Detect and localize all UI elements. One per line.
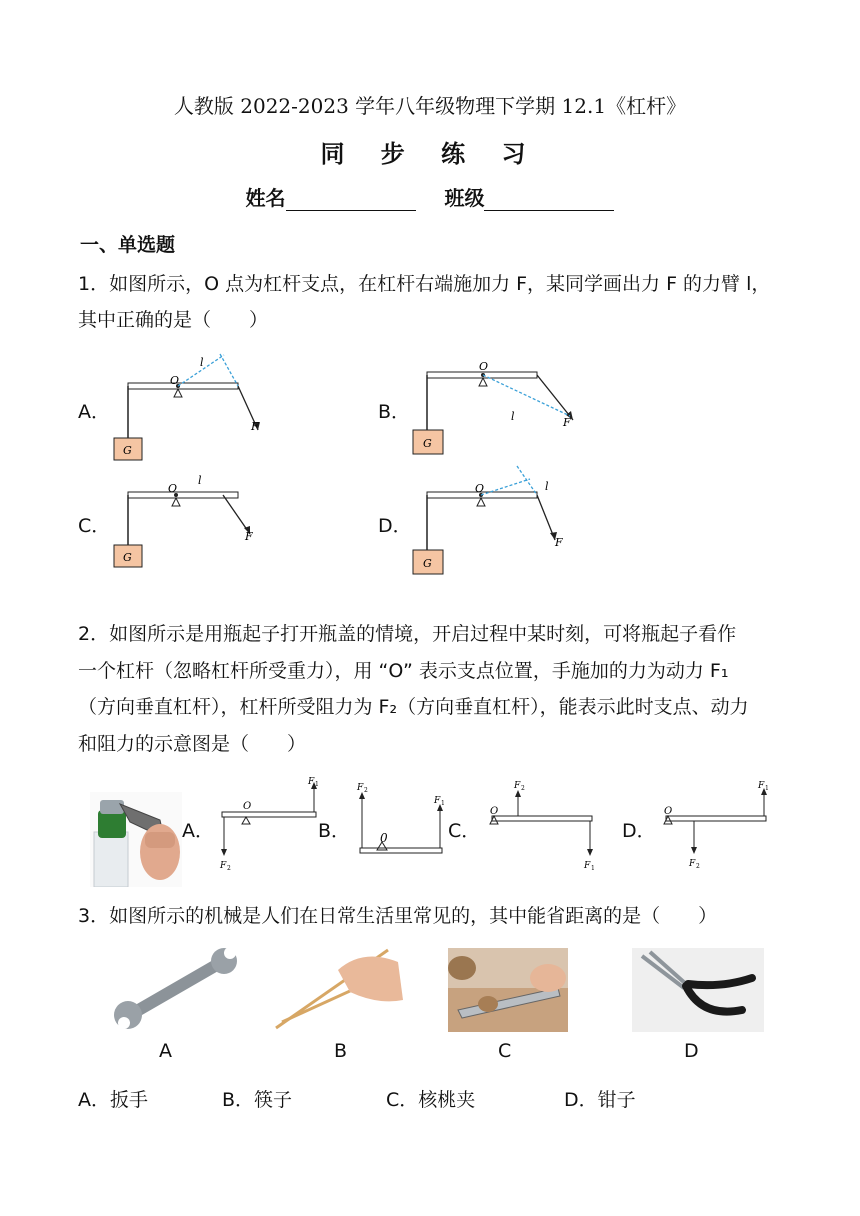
q2d-f2: F <box>689 859 696 869</box>
q2c-o: O <box>490 806 499 817</box>
q1c-g-label: G <box>123 551 132 564</box>
q3-option-b[interactable]: B．筷子 <box>222 1089 293 1111</box>
q2b-f2-sub: 2 <box>364 787 368 794</box>
q2d-f1-sub: 1 <box>765 785 769 792</box>
q3-image-letter-b: B <box>334 1040 348 1062</box>
q2a-f2-sub: 2 <box>227 865 231 871</box>
q1a-g-label: G <box>123 444 132 457</box>
q2b-f1: F <box>434 796 441 806</box>
q1-diagram-c <box>108 470 278 570</box>
q1d-g-label: G <box>423 557 432 570</box>
q2c-f1-sub: 1 <box>591 865 595 871</box>
q3-option-a[interactable]: A．扳手 <box>78 1089 148 1111</box>
q2b-zero: 0 <box>380 831 388 845</box>
q2c-f2: F <box>514 781 521 791</box>
q2d-o: O <box>664 806 673 817</box>
q2-line3: （方向垂直杠杆），杠杆所受阻力为 F₂（方向垂直杠杆），能表示此时支点、动力 <box>78 696 749 718</box>
q2-option-d[interactable]: D． <box>622 820 656 842</box>
q2-diagram-d <box>656 776 776 871</box>
q1d-o-label: O <box>475 482 485 495</box>
q2-diagram-c <box>482 776 602 871</box>
q2c-f2-sub: 2 <box>521 785 525 792</box>
q3-image-letter-c: C <box>498 1040 512 1062</box>
q1d-l-label: l <box>545 480 549 493</box>
q2-option-b[interactable]: B． <box>318 820 351 842</box>
q2b-f2: F <box>357 783 364 793</box>
section-heading: 一、单选题 <box>80 234 176 256</box>
pliers-photo <box>632 948 764 1032</box>
wrench-photo <box>110 945 240 1030</box>
q1-line1: 1．如图所示，O 点为杠杆支点，在杠杆右端施加力 F，某同学画出力 F 的力臂 l， <box>78 273 771 295</box>
class-label: 班级 <box>444 186 485 210</box>
q2-line2: 一个杠杆（忽略杠杆所受重力），用 “O” 表示支点位置，手施加的力为动力 F₁ <box>78 659 729 682</box>
q1-option-d[interactable]: D． <box>378 515 412 537</box>
q2c-f1: F <box>584 861 591 871</box>
q2-diagram-b <box>348 776 448 861</box>
name-label: 姓名 <box>245 186 286 210</box>
q2-text <box>78 616 848 762</box>
q1b-g-label: G <box>423 437 432 450</box>
q2d-f1: F <box>758 781 765 791</box>
name-blank[interactable] <box>286 192 416 211</box>
document-subtitle: 同 步 练 习 <box>320 140 540 168</box>
q2a-o: O <box>243 801 252 812</box>
q1c-f-label: F <box>245 530 253 543</box>
q1-line2: 其中正确的是（ ） <box>78 309 269 331</box>
q1a-o-label: O <box>170 374 180 387</box>
q1b-f-label: F <box>563 416 571 429</box>
q3-option-d[interactable]: D．钳子 <box>564 1089 636 1111</box>
bottle-opener-photo <box>90 792 182 887</box>
q1b-o-label: O <box>479 360 489 373</box>
q1c-o-label: O <box>168 482 178 495</box>
q2a-f1: F <box>308 777 315 787</box>
q2-option-c[interactable]: C． <box>448 820 481 842</box>
q3-line1: 3．如图所示的机械是人们在日常生活里常见的，其中能省距离的是（ ） <box>78 905 718 927</box>
chopsticks-photo <box>268 940 408 1035</box>
q1-option-b[interactable]: B． <box>378 401 411 423</box>
q1a-f-label: F <box>251 420 259 433</box>
q3-image-letter-d: D <box>684 1040 699 1062</box>
q2-line1: 2．如图所示是用瓶起子打开瓶盖的情境，开启过程中某时刻，可将瓶起子看作 <box>78 623 737 645</box>
q1-diagram-d <box>405 462 585 577</box>
q1-diagram-b <box>405 358 590 458</box>
q1-diagram-a <box>108 350 278 465</box>
q1-option-c[interactable]: C． <box>78 515 111 537</box>
q2d-f2-sub: 2 <box>696 863 700 870</box>
q1-option-a[interactable]: A． <box>78 401 110 423</box>
q2-line4: 和阻力的示意图是（ ） <box>78 732 307 755</box>
q1-text <box>78 266 838 338</box>
document-title: 人教版 2022-2023 学年八年级物理下学期 12.1《杠杆》 <box>173 94 687 118</box>
name-class-row <box>0 182 860 211</box>
nutcracker-photo <box>448 948 568 1032</box>
q1d-f-label: F <box>555 536 563 549</box>
q1c-l-label: l <box>198 474 202 487</box>
q1b-l-label: l <box>511 410 515 423</box>
q1a-l-label: l <box>200 356 204 369</box>
class-blank[interactable] <box>484 192 614 211</box>
q3-image-letter-a: A <box>159 1040 172 1062</box>
q2-option-a[interactable]: A． <box>182 820 214 842</box>
q2a-f1-sub: 1 <box>315 781 319 788</box>
q2a-f2: F <box>220 861 227 871</box>
q2-diagram-a <box>210 776 320 871</box>
q3-option-c[interactable]: C．核桃夹 <box>386 1089 476 1111</box>
q2b-f1-sub: 1 <box>441 800 445 807</box>
